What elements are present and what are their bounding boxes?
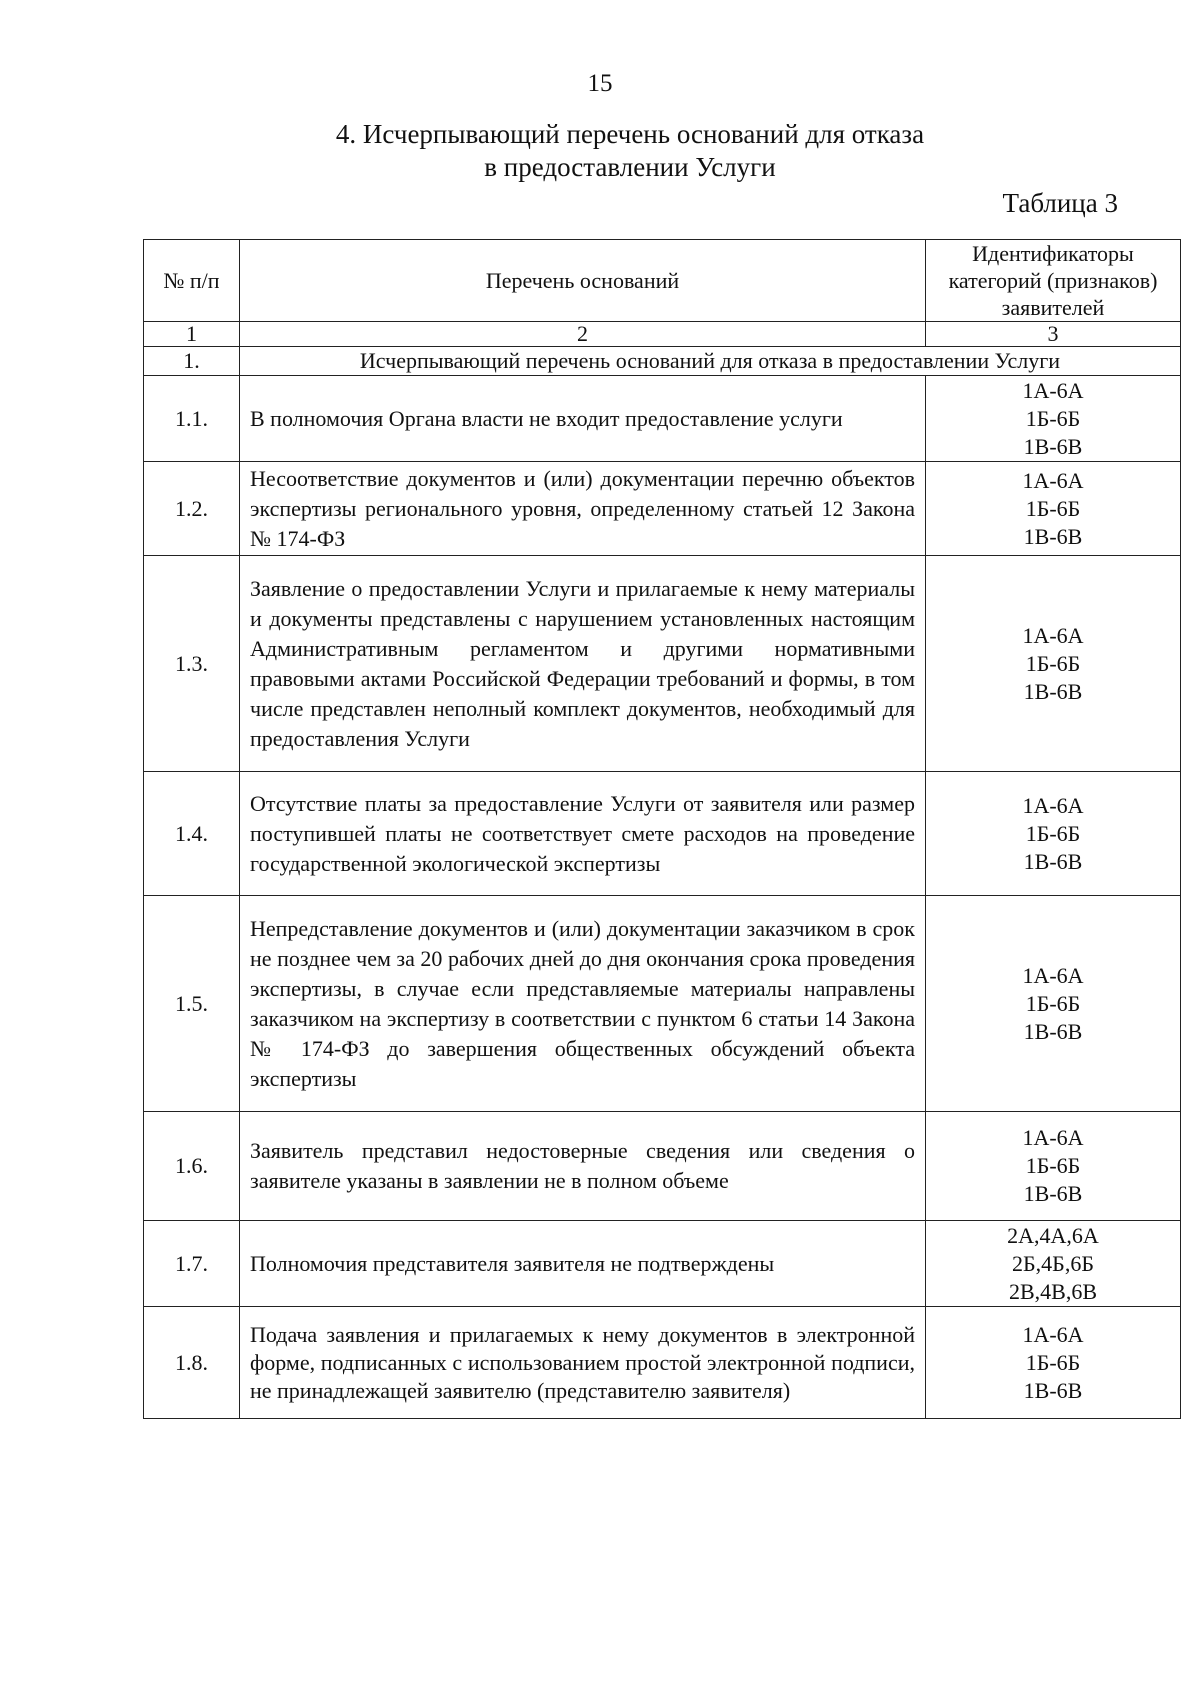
- row-id: 1В-6В: [1023, 1018, 1083, 1044]
- table-row: [144, 556, 1181, 772]
- table-row: [144, 462, 1181, 556]
- heading-line-1: 4. Исчерпывающий перечень оснований для отказа: [335, 119, 925, 149]
- row-id: 1Б-6Б: [1025, 650, 1081, 676]
- row-num: 1.2.: [144, 462, 240, 556]
- row-num: 1.4.: [144, 772, 240, 896]
- column-number-3: 3: [926, 322, 1181, 347]
- row-num: 1.3.: [144, 556, 240, 772]
- column-number-1: 1: [144, 322, 240, 347]
- row-id: 1А-6А: [1022, 1125, 1084, 1150]
- row-id: 2Б,4Б,6Б: [1012, 1250, 1094, 1276]
- row-ids: [926, 1112, 1181, 1221]
- table-row: [144, 1307, 1181, 1419]
- header-reasons: Перечень оснований: [240, 240, 926, 322]
- row-id: 1А-6А: [1022, 467, 1084, 493]
- row-ids: [926, 462, 1181, 556]
- row-text: Непредставление документов и (или) документации заказчиком в срок не позднее чем за 20 рабочих дней до дня окончания срока проведения экспертизы, в случае если представляемые материалы направлены заказчиком на экспертизу в соответствии с пунктом 6 статьи 14 Закона № 174-ФЗ до завершения общественных обсуждений объекта экспертизы: [240, 896, 926, 1112]
- row-id: 1В-6В: [1023, 678, 1083, 704]
- section-heading: [0, 118, 1200, 184]
- row-id: 1В-6В: [1023, 1377, 1083, 1403]
- row-id: 1А-6А: [1022, 1321, 1084, 1347]
- header-ids: Идентификаторы категорий (признаков) заявителей: [926, 240, 1181, 322]
- row-ids: [926, 896, 1181, 1112]
- row-text: Полномочия представителя заявителя не подтверждены: [240, 1221, 926, 1307]
- header-num: № п/п: [144, 240, 240, 322]
- row-ids: [926, 1221, 1181, 1307]
- row-id: 1Б-6Б: [1025, 1153, 1081, 1178]
- row-id: 1В-6В: [1023, 433, 1083, 459]
- row-text: Несоответствие документов и (или) документации перечню объектов экспертизы регионального уровня, определенному статьей 12 Закона № 174-ФЗ: [240, 462, 926, 556]
- column-number-2: 2: [240, 322, 926, 347]
- row-id: 2А,4А,6А: [1007, 1222, 1099, 1248]
- row-id: 1В-6В: [1023, 848, 1083, 874]
- section-num: 1.: [144, 347, 240, 376]
- table-row: [144, 896, 1181, 1112]
- row-num: 1.1.: [144, 376, 240, 462]
- row-id: 1А-6А: [1022, 622, 1084, 648]
- row-id: 1Б-6Б: [1025, 820, 1081, 846]
- row-id: 1Б-6Б: [1025, 495, 1081, 521]
- table-row: [144, 1221, 1181, 1307]
- table-row: [144, 1112, 1181, 1221]
- row-text: Заявитель представил недостоверные сведения или сведения о заявителе указаны в заявлении не в полном объеме: [240, 1112, 926, 1221]
- row-text: Заявление о предоставлении Услуги и прилагаемые к нему материалы и документы представлены с нарушением установленных настоящим Административным регламентом и другими нормативными правовыми актами Российской Федерации требований и формы, в том числе представлен неполный комплект документов, необходимый для предоставления Услуги: [240, 556, 926, 772]
- row-num: 1.7.: [144, 1221, 240, 1307]
- row-text: Отсутствие платы за предоставление Услуги от заявителя или размер поступившей платы не соответствует смете расходов на проведение государственной экологической экспертизы: [240, 772, 926, 896]
- row-ids: [926, 772, 1181, 896]
- column-number-row: [144, 322, 1181, 347]
- row-id: 1Б-6Б: [1025, 1349, 1081, 1375]
- table-caption: Таблица 3: [1002, 188, 1118, 218]
- row-text: Подача заявления и прилагаемых к нему документов в электронной форме, подписанных с использованием простой электронной подписи, не принадлежащей заявителю (представителю заявителя): [240, 1307, 926, 1419]
- row-ids: [926, 376, 1181, 462]
- section-title: Исчерпывающий перечень оснований для отказа в предоставлении Услуги: [240, 347, 1181, 376]
- row-num: 1.6.: [144, 1112, 240, 1221]
- heading-line-2: в предоставлении Услуги: [484, 152, 776, 182]
- table-row: [144, 376, 1181, 462]
- section-row: [144, 347, 1181, 376]
- row-id: 1Б-6Б: [1025, 990, 1081, 1016]
- row-ids: [926, 556, 1181, 772]
- page-number: 15: [587, 70, 613, 97]
- row-num: 1.5.: [144, 896, 240, 1112]
- row-id: 1А-6А: [1022, 962, 1084, 988]
- row-id: 1Б-6Б: [1025, 405, 1081, 431]
- row-id: 1А-6А: [1022, 377, 1084, 403]
- table-row: [144, 772, 1181, 896]
- reasons-table: [143, 239, 1181, 1419]
- header-row: [144, 240, 1181, 322]
- row-id: 1В-6В: [1023, 523, 1083, 549]
- row-id: 1В-6В: [1023, 1181, 1083, 1206]
- row-id: 2В,4В,6В: [1008, 1278, 1098, 1304]
- row-num: 1.8.: [144, 1307, 240, 1419]
- row-text: В полномочия Органа власти не входит предоставление услуги: [240, 376, 926, 462]
- row-ids: [926, 1307, 1181, 1419]
- row-id: 1А-6А: [1022, 792, 1084, 818]
